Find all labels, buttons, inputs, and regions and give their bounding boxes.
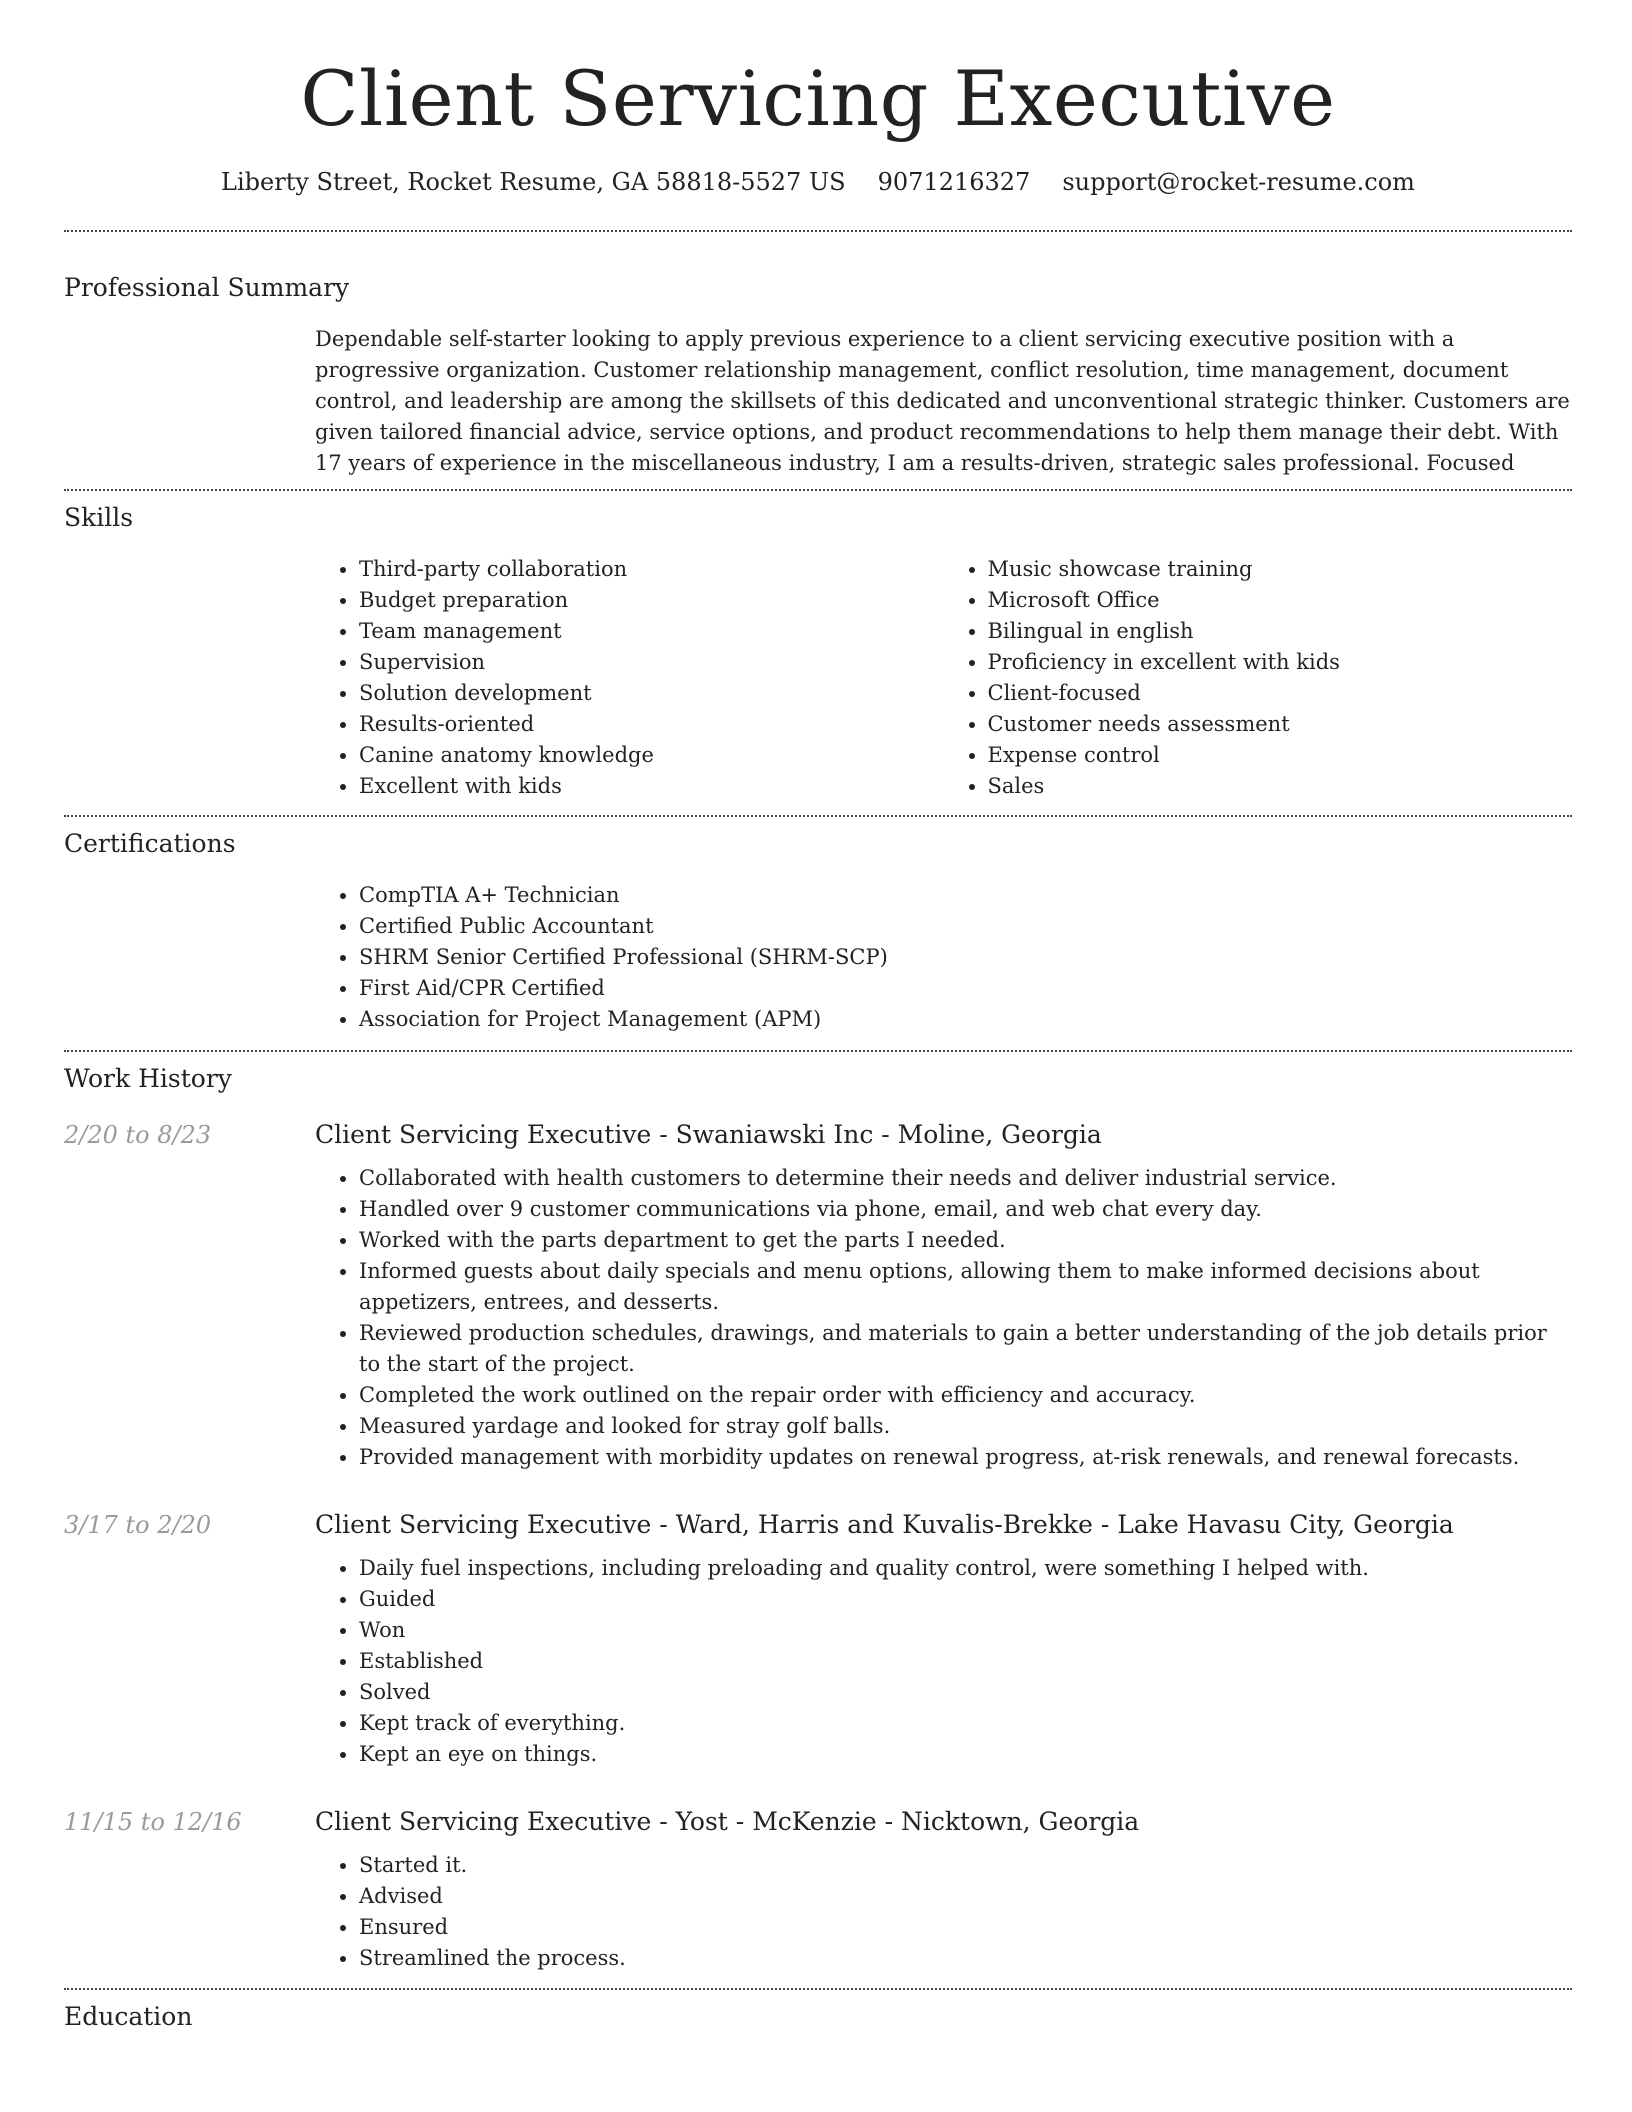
job-bullet: • Kept an eye on things. <box>359 1739 1572 1770</box>
certification-item: • CompTIA A+ Technician <box>359 880 1572 911</box>
job-bullet: • Handled over 9 customer communications via phone, email, and web chat every day. <box>359 1194 1572 1225</box>
job-entry <box>64 1806 1572 1974</box>
contact-phone: 9071216327 <box>877 168 1031 196</box>
skill-item: • Sales <box>988 771 1573 802</box>
candidate-name: Client Servicing Executive <box>300 54 1336 143</box>
skill-item: • Team management <box>359 616 944 647</box>
certification-item: • Association for Project Management (APM) <box>359 1004 1572 1035</box>
skill-item: • Results-oriented <box>359 709 944 740</box>
certifications-section <box>64 817 1572 1035</box>
skills-section <box>64 491 1572 802</box>
resume-page <box>64 0 1572 2033</box>
education-section <box>64 1990 1572 2033</box>
job-bullet: • Completed the work outlined on the repair order with efficiency and accuracy. <box>359 1380 1572 1411</box>
certification-item: • Certified Public Accountant <box>359 911 1572 942</box>
job-entry <box>64 1119 1572 1473</box>
skill-item: • Excellent with kids <box>359 771 944 802</box>
skill-item: • Music showcase training <box>988 554 1573 585</box>
job-bullet: • Reviewed production schedules, drawings, and materials to gain a better understanding of the job details prior to the start of the project. <box>359 1318 1572 1380</box>
certification-item: • First Aid/CPR Certified <box>359 973 1572 1004</box>
skill-item: • Solution development <box>359 678 944 709</box>
skill-item: • Budget preparation <box>359 585 944 616</box>
work-history-section <box>64 1052 1572 1974</box>
job-bullet: • Solved <box>359 1677 1572 1708</box>
job-bullets <box>315 1850 1572 1974</box>
job-bullet: • Ensured <box>359 1912 1572 1943</box>
skills-title: Skills <box>64 503 134 532</box>
skills-list-left <box>315 554 944 802</box>
summary-title: Professional Summary <box>64 273 350 302</box>
certifications-title: Certifications <box>64 829 236 858</box>
skill-item: • Supervision <box>359 647 944 678</box>
job-bullet: • Kept track of everything. <box>359 1708 1572 1739</box>
job-heading: Client Servicing Executive - Yost - McKenzie - Nicktown, Georgia <box>315 1807 1140 1836</box>
skill-item: • Canine anatomy knowledge <box>359 740 944 771</box>
job-dates: 3/17 to 2/20 <box>64 1511 212 1539</box>
skill-item: • Client-focused <box>988 678 1573 709</box>
contact-address: Liberty Street, Rocket Resume, GA 58818-5527 US <box>221 168 846 196</box>
job-bullet: • Established <box>359 1646 1572 1677</box>
skill-item: • Bilingual in english <box>988 616 1573 647</box>
skills-list-right <box>944 554 1573 802</box>
job-heading: Client Servicing Executive - Swaniawski Inc - Moline, Georgia <box>315 1120 1102 1149</box>
job-entry <box>64 1509 1572 1770</box>
certifications-list <box>315 880 1572 1035</box>
education-title: Education <box>64 2002 193 2031</box>
work-history-title: Work History <box>64 1064 232 1093</box>
job-bullet: • Won <box>359 1615 1572 1646</box>
job-bullet: • Daily fuel inspections, including preloading and quality control, were something I helped with. <box>359 1553 1572 1584</box>
job-bullet: • Measured yardage and looked for stray golf balls. <box>359 1411 1572 1442</box>
certification-item: • SHRM Senior Certified Professional (SHRM-SCP) <box>359 942 1572 973</box>
skill-item: • Customer needs assessment <box>988 709 1573 740</box>
job-bullet: • Started it. <box>359 1850 1572 1881</box>
summary-section <box>64 232 1572 479</box>
job-bullet: • Provided management with morbidity updates on renewal progress, at-risk renewals, and renewal forecasts. <box>359 1442 1572 1473</box>
job-bullet: • Advised <box>359 1881 1572 1912</box>
skill-item: • Proficiency in excellent with kids <box>988 647 1573 678</box>
job-dates: 11/15 to 12/16 <box>64 1808 242 1836</box>
job-bullet: • Collaborated with health customers to determine their needs and deliver industrial service. <box>359 1163 1572 1194</box>
job-dates: 2/20 to 8/23 <box>64 1121 212 1149</box>
job-bullet: • Informed guests about daily specials and menu options, allowing them to make informed decisions about appetizers, entrees, and desserts. <box>359 1256 1572 1318</box>
job-bullet: • Guided <box>359 1584 1572 1615</box>
contact-email: support@rocket-resume.com <box>1062 168 1415 196</box>
skill-item: • Microsoft Office <box>988 585 1573 616</box>
job-bullets <box>315 1553 1572 1770</box>
skill-item: • Expense control <box>988 740 1573 771</box>
job-heading: Client Servicing Executive - Ward, Harris and Kuvalis-Brekke - Lake Havasu City, Georgia <box>315 1510 1454 1539</box>
contact-info <box>64 166 1572 198</box>
job-bullets <box>315 1163 1572 1473</box>
job-bullet: • Worked with the parts department to get the parts I needed. <box>359 1225 1572 1256</box>
summary-text: Dependable self-starter looking to apply previous experience to a client servicing executive position with a progressive organization. Customer relationship management, conflict resolution, time management, document control, and leadership are among the skillsets of this dedicated and unconventional strategic thinker. Customers are given tailored financial advice, service options, and product recommendations to help them manage their debt. With 17 years of experience in the miscellaneous industry, I am a results-driven, strategic sales professional. Focused <box>315 327 1570 475</box>
job-bullet: • Streamlined the process. <box>359 1943 1572 1974</box>
skill-item: • Third-party collaboration <box>359 554 944 585</box>
